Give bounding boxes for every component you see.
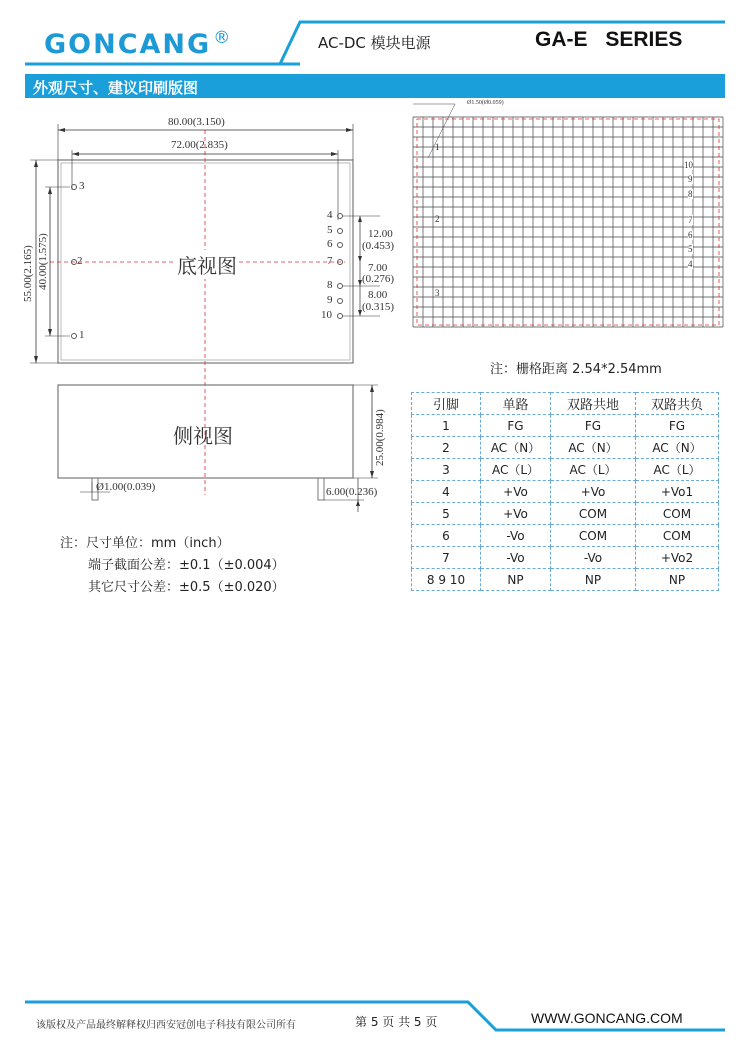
cell: -Vo <box>551 547 636 569</box>
bottom-pin-9: 9 <box>327 294 333 306</box>
table-row <box>412 415 719 437</box>
cell: NP <box>636 569 719 591</box>
logo-text: GONCANG <box>44 29 212 60</box>
grid-pin-8: 8 <box>688 189 693 199</box>
cell: COM <box>551 503 636 525</box>
cell: 4 <box>412 481 481 503</box>
cell: AC（N） <box>551 437 636 459</box>
bottom-pin-7: 7 <box>327 255 333 267</box>
dim-pin-length: 6.00(0.236) <box>326 486 378 498</box>
dim-pin-diameter: Ø1.00(0.039) <box>96 481 156 493</box>
pcb-grid <box>410 100 730 340</box>
bottom-pin-2: 2 <box>77 255 83 267</box>
dim-side-height: 25.00(0.984) <box>374 409 386 466</box>
cell: -Vo <box>481 547 551 569</box>
header-series: GA-E SERIES <box>535 28 683 51</box>
grid-pin-3: 3 <box>435 288 440 298</box>
cell: FG <box>481 415 551 437</box>
cell: NP <box>551 569 636 591</box>
grid-pin-10: 10 <box>684 160 693 170</box>
note-pin-tolerance: 端子截面公差：±0.1（±0.004） <box>88 558 285 573</box>
dim-7-in: (0.276) <box>362 273 395 285</box>
cell: 1 <box>412 415 481 437</box>
pin-table-header <box>412 393 719 415</box>
dim-height-inner: 40.00(1.575) <box>37 233 49 290</box>
table-row <box>412 547 719 569</box>
dim-7: 7.00 <box>368 262 388 274</box>
cell: +Vo1 <box>636 481 719 503</box>
col-dual-common-gnd: 双路共地 <box>551 393 636 415</box>
dim-width-inner: 72.00(2.835) <box>171 139 228 151</box>
bottom-pin-10: 10 <box>321 309 332 321</box>
grid-pin-6: 6 <box>688 230 693 240</box>
cell: AC（L） <box>551 459 636 481</box>
dim-8-in: (0.315) <box>362 301 395 313</box>
table-row <box>412 525 719 547</box>
col-single: 单路 <box>481 393 551 415</box>
grid-hole-label: Ø1.50(Ø0.059) <box>467 100 504 106</box>
dim-12: 12.00 <box>368 228 393 240</box>
note-other-tolerance: 其它尺寸公差：±0.5（±0.020） <box>88 580 285 595</box>
dim-12-in: (0.453) <box>362 240 395 252</box>
cell: 6 <box>412 525 481 547</box>
table-row <box>412 569 719 591</box>
note-unit: 注：尺寸单位：mm（inch） <box>60 536 230 551</box>
footer-copyright: 该版权及产品最终解释权归西安冠创电子科技有限公司所有 <box>36 1020 296 1031</box>
section-title: 外观尺寸、建议印刷版图 <box>33 79 199 97</box>
cell: COM <box>636 503 719 525</box>
pin-table <box>411 392 719 591</box>
grid-pin-1: 1 <box>435 142 440 152</box>
cell: AC（N） <box>636 437 719 459</box>
dim-height-outer: 55.00(2.165) <box>22 245 34 302</box>
bottom-pin-3: 3 <box>79 180 85 192</box>
grid-pin-2: 2 <box>435 214 440 224</box>
footer-page-number: 第 5 页 共 5 页 <box>355 1015 438 1029</box>
cell: +Vo2 <box>636 547 719 569</box>
cell: NP <box>481 569 551 591</box>
footer-url[interactable]: WWW.GONCANG.COM <box>531 1010 683 1026</box>
cell: 3 <box>412 459 481 481</box>
cell: COM <box>636 525 719 547</box>
cell: -Vo <box>481 525 551 547</box>
bottom-pin-5: 5 <box>327 224 333 236</box>
table-row <box>412 503 719 525</box>
col-pin: 引脚 <box>412 393 481 415</box>
cell: FG <box>636 415 719 437</box>
cell: +Vo <box>481 503 551 525</box>
header-product: AC-DC 模块电源 <box>318 34 431 52</box>
cell: AC（N） <box>481 437 551 459</box>
cell: +Vo <box>481 481 551 503</box>
cell: AC（L） <box>636 459 719 481</box>
col-dual-common-neg: 双路共负 <box>636 393 719 415</box>
bottom-pin-4: 4 <box>327 209 333 221</box>
cell: AC（L） <box>481 459 551 481</box>
bottom-view-title: 底视图 <box>175 250 239 279</box>
side-view-title: 侧视图 <box>173 424 233 448</box>
cell: 7 <box>412 547 481 569</box>
cell: 5 <box>412 503 481 525</box>
bottom-pin-1: 1 <box>79 329 85 341</box>
cell: COM <box>551 525 636 547</box>
dim-width-outer: 80.00(3.150) <box>168 116 225 128</box>
cell: 2 <box>412 437 481 459</box>
table-row <box>412 459 719 481</box>
registered-mark: ® <box>213 28 233 48</box>
grid-pin-7: 7 <box>688 215 693 225</box>
table-row <box>412 437 719 459</box>
bottom-pin-6: 6 <box>327 238 333 250</box>
grid-pin-4: 4 <box>688 259 693 269</box>
cell: 8 9 10 <box>412 569 481 591</box>
bottom-pin-8: 8 <box>327 279 333 291</box>
cell: FG <box>551 415 636 437</box>
grid-pin-9: 9 <box>688 174 693 184</box>
table-row <box>412 481 719 503</box>
dim-8: 8.00 <box>368 289 388 301</box>
grid-note: 注：栅格距离 2.54*2.54mm <box>490 362 662 377</box>
cell: +Vo <box>551 481 636 503</box>
grid-pin-5: 5 <box>688 244 693 254</box>
